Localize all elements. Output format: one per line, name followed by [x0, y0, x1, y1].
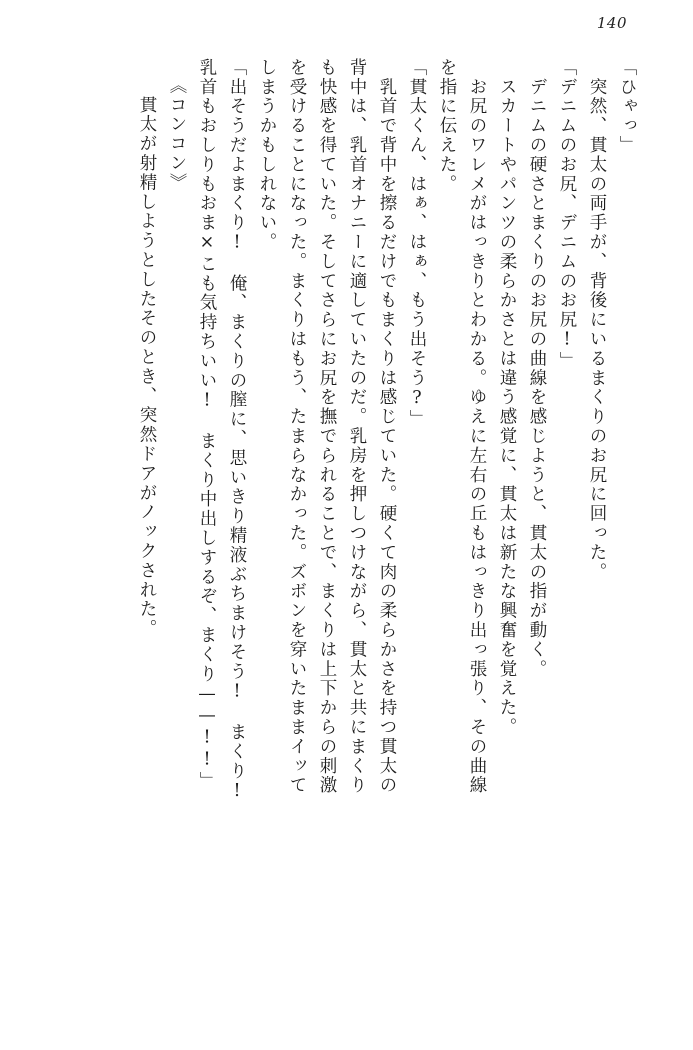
text-line: 《コンコン》	[167, 76, 187, 193]
text-line: 貫太が射精しようとしたそのとき、突然ドアがノックされた。	[137, 76, 157, 639]
text-line: お尻のワレメがはっきりとわかる。ゆえに左右の丘もはっきり出っ張り、その曲線	[467, 58, 487, 796]
text-line: スカートやパンツの柔らかさとは違う感覚に、貫太は新たな興奮を覚えた。	[497, 58, 517, 737]
page-number: 140	[596, 14, 627, 32]
text-line: しまうかもしれない。	[257, 58, 277, 252]
vertical-text-body	[58, 58, 635, 994]
text-line: 乳首もおしりもおま×こも気持ちいい! まくり中出しするぞ、まくり——!!」	[197, 58, 217, 791]
text-line: 乳首で背中を擦るだけでもまくりは感じていた。硬くて肉の柔らかさを持つ貫太の	[377, 58, 397, 796]
text-line: 「出そうだよまくり! 俺、まくりの膣に、思いきり精液ぶちまけそう! まくり!	[227, 58, 247, 803]
text-line: 「ひゃっ」	[617, 58, 637, 155]
text-line: 「貫太くん、はぁ、はぁ、もう出そう?」	[407, 58, 427, 430]
text-line: 「デニムのお尻、デニムのお尻!」	[557, 58, 577, 371]
text-line: も快感を得ていた。そしてさらにお尻を撫でられることで、まくりは上下からの刺激	[317, 58, 337, 796]
text-line: を指に伝えた。	[437, 58, 457, 194]
text-line: 背中は、乳首オナニーに適していたのだ。乳房を押しつけながら、貫太と共にまくり	[347, 58, 367, 796]
text-line: デニムの硬さとまくりのお尻の曲線を感じようと、貫太の指が動く。	[527, 58, 547, 679]
text-line: 突然、貫太の両手が、背後にいるまくりのお尻に回った。	[587, 58, 607, 582]
text-line: を受けることになった。まくりはもう、たまらなかった。ズボンを穿いたままイッて	[287, 58, 307, 796]
